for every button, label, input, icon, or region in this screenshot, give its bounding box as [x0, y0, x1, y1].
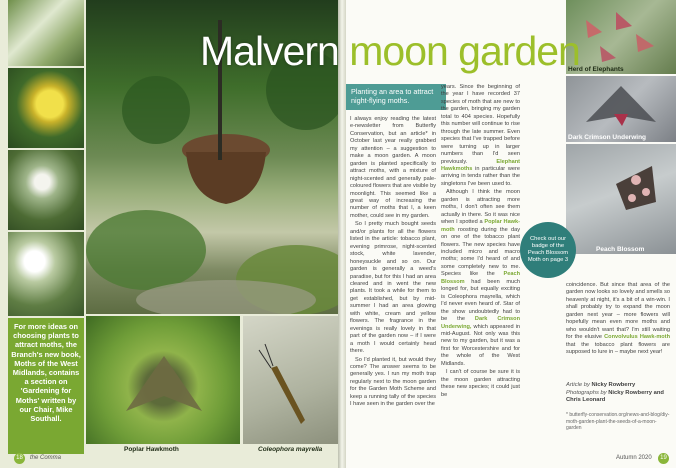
- photo-peach-blossom: [566, 144, 676, 254]
- col3-text-b: that the tobacco plant flowers are supposed to lure in – maybe next year!: [566, 341, 670, 356]
- book-info-box: For more ideas on choosing plants to attract moths, the Branch's new book, Moths of the West Midlands, contains a section on 'Gardening for Moths' written by our Chair, Mike Southall.: [8, 318, 84, 454]
- caption-dark-crimson-underwing: Dark Crimson Underwing: [568, 134, 647, 141]
- left-page-number: 18: [14, 453, 25, 464]
- col2-text-a: years. Since the beginning of the year I have recorded 37 species of moth that are new to the garden, bringing my garden total to 404 species. Hopefully this number will continue to rise through the late summer. Even species that I've trapped before were turning up in larger numbers than I'd seen previously.: [441, 84, 520, 165]
- article-title: [200, 28, 580, 75]
- paragraph-3: So I'd planted it, but would they come? The answer seems to be generally yes. I run my moth trap regularly next to the moon garden for the Garden Moth Scheme and keep a running tally of the species I have seen in the garden over the: [350, 356, 436, 408]
- highlight-convolvulus: Convolvulus Hawk-moth: [604, 334, 670, 341]
- photo-white-stock: [8, 150, 84, 230]
- peach-blossom-illustration: [566, 144, 676, 254]
- highlight-elephant-hawkmoths: Elephant Hawkmoths: [441, 158, 520, 172]
- highlight-peach-blossom: Peach Blossom: [441, 271, 520, 285]
- col2-text-c: Although I think the moon garden is attracting more moths, I don't often see them actually in there. So it was nice when I spotted a: [441, 189, 520, 226]
- col2-text-b: in particular were arriving in tends rather than the singletons I've been used to.: [441, 165, 520, 187]
- col3-text-a: coincidence. But since that area of the garden now looks so lovely and smells so heavenly at night, it's a bit of a win-win. I shall probably try to expand the moon garden next year – more flowers will hopefully mean even more moths and who wouldn't want that? I'm still waiting for the elusive: [566, 282, 670, 341]
- byline-article-label: Article by: [566, 382, 592, 388]
- paragraph-7: [566, 282, 670, 357]
- footnote: * butterfly-conservation.org/news-and-blog/diy-moth-garden-plant-the-seeds-of-a-moon-garden: [566, 412, 670, 431]
- title-part-2: moon garden: [349, 28, 580, 74]
- byline-article-name: Nicky Rowberry: [591, 382, 636, 388]
- byline-article: [566, 382, 670, 390]
- caption-poplar-hawkmoth: Poplar Hawkmoth: [124, 446, 179, 453]
- article-column-2: [441, 84, 520, 400]
- col2-text-f: which appeared in mid-August. Not only was this new to my garden, but it was a first for Worcestershire and for the whole of the West Midlands.: [441, 323, 520, 367]
- paragraph-6: I can't of course be sure it is the moon garden attracting these new species; it could just be: [441, 369, 520, 398]
- photo-herd-of-elephants: [566, 0, 676, 74]
- paragraph-5: [441, 189, 520, 368]
- photo-white-blooms: [8, 232, 84, 316]
- highlight-dark-crimson: Dark Crimson Underwing,: [441, 316, 521, 330]
- highlight-poplar-hawkmoth: Poplar Hawk-moth: [441, 219, 521, 233]
- photo-evening-primrose: [8, 68, 84, 148]
- paragraph-2: So I pretty much bought seeds and/or plants for all the flowers listed in the article: tobacco plant, evening primrose, night-scented stock, white lavender, honeysuckle and so on. Our garden is generally a weed's paradise, but for this I had an area cleared and in went the new plants. It took a while for them to get established, but by mid-summer I had an area glowing with white, cream and yellow flowers. The fragrance in the evenings is really lovely in that part of the garden now – if I were a moth I would certainly head there.: [350, 221, 436, 355]
- photo-dark-crimson-underwing: [566, 76, 676, 142]
- right-page-number: 19: [658, 453, 669, 464]
- byline-photos: [566, 390, 670, 405]
- photo-white-flowers: [8, 0, 84, 66]
- photo-poplar-hawkmoth: [86, 316, 240, 444]
- photo-coleophora: [243, 316, 340, 444]
- right-folio-label: Autumn 2020: [616, 455, 652, 461]
- paragraph-4: [441, 84, 520, 188]
- caption-coleophora: Coleophora mayrella: [258, 446, 323, 453]
- byline-photo-label: Photographs by: [566, 389, 609, 396]
- article-column-1: [350, 116, 436, 410]
- paragraph-1: I always enjoy reading the latest e-newsletter from Butterfly Conservation, but an article* in October last year really grabbed my attention – a suggestion to make a moon garden. A moon garden is planted specifically to attract moths, with a mixture of night-scented and generally pale-coloured flowers that are visible by moonlight. This seemed like a great way of increasing the number of moths that I, a keen mother, could see in my garden.: [350, 116, 436, 219]
- col2-text-e: had been much longed for, but equally exciting is Coleophora mayrella, which I'd never even heard of. Star of the show undoubtedly had to be the: [441, 278, 520, 323]
- elephant-moths-illustration: [566, 0, 676, 74]
- hawkmoth-illustration: [86, 316, 240, 444]
- byline: [566, 382, 670, 405]
- caption-peach-blossom: Peach Blossom: [596, 246, 645, 253]
- title-part-1: Malvern: [200, 28, 339, 74]
- badge-callout: Check out our badge of the Peach Blossom Moth on page 3: [520, 222, 576, 278]
- left-folio-label: the Comma: [30, 455, 62, 461]
- article-column-3: [566, 282, 670, 358]
- standfirst: Planting an area to attract night-flying moths.: [346, 84, 446, 110]
- col2-text-d: roosting during the day on one of the tobacco plant flowers. The new species have included micro and macro moths; some I'd heard of and some completely new to me. Species like the: [441, 226, 520, 278]
- caption-herd-of-elephants: Herd of Elephants: [568, 66, 624, 73]
- byline-photo-names: Nicky Rowberry and Chris Leonard: [566, 389, 664, 403]
- micro-moth-illustration: [243, 316, 340, 444]
- underwing-illustration: [566, 76, 676, 142]
